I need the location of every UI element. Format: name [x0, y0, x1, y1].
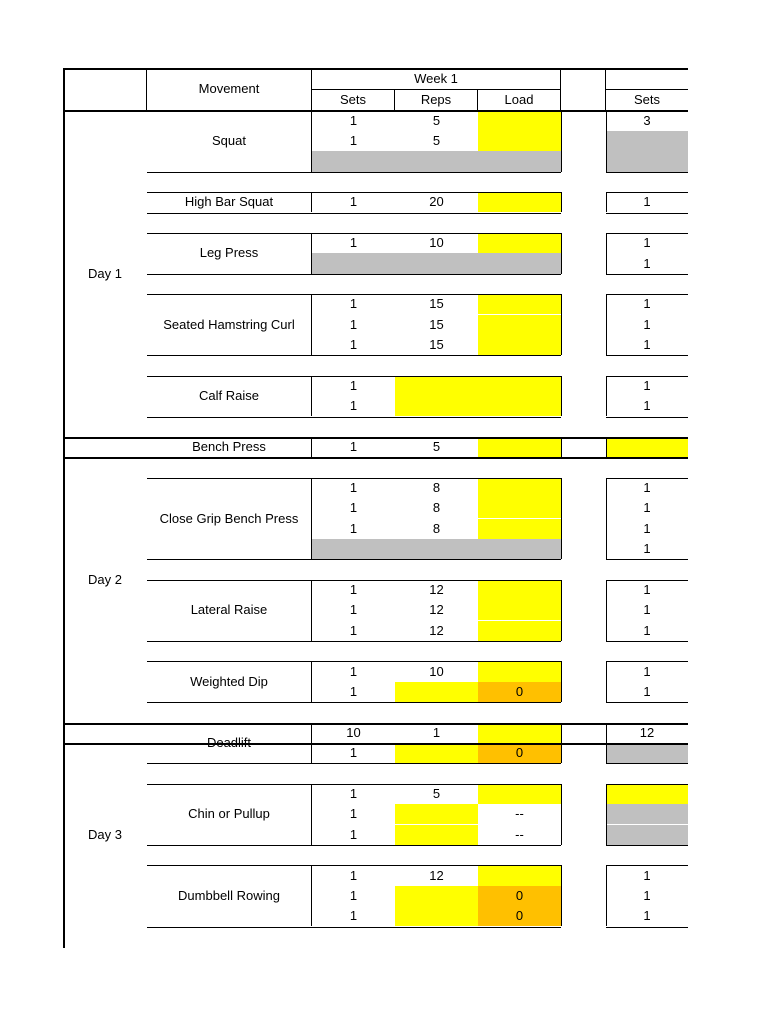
exercise-name: Dumbbell Rowing: [178, 887, 280, 903]
week2-sets-cell: 1: [643, 377, 651, 393]
week2-sets-cell: 1: [643, 520, 651, 536]
load-cell: --: [515, 826, 524, 842]
week2-bottom-border: [606, 417, 688, 418]
week2-left-border: [606, 437, 607, 457]
week1-right-border: [561, 111, 562, 172]
week2-sets-cell: 1: [643, 255, 651, 271]
movement-right-border: [311, 437, 312, 457]
week1-right-border: [561, 478, 562, 560]
sets-cell: 1: [349, 316, 358, 332]
exercise-bottom-border: [147, 763, 561, 764]
week1-right-border: [561, 661, 562, 702]
load-input-cell[interactable]: [478, 621, 561, 641]
exercise-top-border: [147, 376, 561, 377]
week2-sets-cell: 1: [643, 235, 651, 251]
reps-cell: 12: [429, 581, 444, 597]
blank-row: [312, 151, 561, 171]
sets-cell: 1: [349, 683, 358, 699]
week1-right-border: [561, 294, 562, 355]
week2-sets-cell: 1: [643, 398, 651, 414]
week2-top-border: [606, 478, 688, 479]
day-top-border: [63, 457, 688, 459]
sets-cell: 1: [349, 235, 358, 251]
week2-sets-cell: 1: [643, 337, 651, 353]
week2-sets-cell: 1: [643, 581, 651, 597]
week2-left-border: [606, 294, 607, 355]
reps-cell: 5: [432, 785, 441, 801]
week2-bottom-border: [606, 274, 688, 275]
exercise-name: Seated Hamstring Curl: [163, 316, 295, 332]
load-header: Load: [504, 92, 534, 107]
sets-cell: 1: [349, 826, 358, 842]
week2-left-border: [606, 784, 607, 845]
reps-input-cell[interactable]: [395, 804, 478, 824]
reps-cell: 15: [429, 337, 444, 353]
blank-row: [312, 253, 561, 273]
movement-right-border: [311, 478, 312, 560]
exercise-top-border: [147, 478, 561, 479]
week2-fill-cell: [606, 743, 688, 763]
load-input-cell[interactable]: [478, 396, 561, 416]
week1-right-border: [561, 192, 562, 212]
week2-subheader-border: [606, 89, 688, 90]
week2-sets-cell: 1: [643, 479, 651, 495]
week2-top-border: [606, 294, 688, 295]
exercise-name: Squat: [212, 133, 246, 149]
week2-left-border: [606, 376, 607, 417]
sets-cell: 1: [349, 908, 358, 924]
movement-right-border: [311, 192, 312, 212]
reps-input-cell[interactable]: [395, 906, 478, 926]
week2-fill-cell: [606, 151, 688, 171]
week2-sets-cell: 1: [643, 500, 651, 516]
exercise-bottom-border: [147, 213, 561, 214]
reps-cell: 15: [429, 316, 444, 332]
day-label: Day 1: [88, 265, 122, 281]
load-cell: 0: [515, 908, 524, 924]
week2-sets-cell: 1: [643, 296, 651, 312]
exercise-name: Calf Raise: [199, 388, 259, 404]
exercise-bottom-border: [147, 417, 561, 418]
day-top-border: [63, 743, 688, 745]
exercise-top-border: [147, 784, 561, 785]
sets-cell: 1: [349, 663, 358, 679]
reps-cell: 8: [432, 479, 441, 495]
week2-left-border: [606, 580, 607, 641]
load-input-cell[interactable]: [478, 294, 561, 314]
sets-cell: 1: [349, 745, 358, 761]
sets-cell: 1: [349, 133, 358, 149]
exercise-name: Leg Press: [199, 245, 259, 261]
exercise-top-border: [147, 661, 561, 662]
sets-header: Sets: [339, 92, 366, 107]
exercise-top-border: [147, 192, 561, 193]
week2-left-border: [606, 478, 607, 560]
load-cell: 0: [515, 887, 524, 903]
reps-input-cell[interactable]: [395, 743, 478, 763]
week2-sets-cell: 3: [643, 112, 651, 128]
sets-cell: 1: [349, 581, 358, 597]
week2-sets-cell: 1: [643, 887, 651, 903]
sets-cell: 1: [349, 398, 358, 414]
reps-input-cell[interactable]: [395, 682, 478, 702]
exercise-top-border: [147, 294, 561, 295]
movement-right-border: [311, 865, 312, 926]
load-input-cell[interactable]: [478, 865, 561, 885]
reps-load-divider: [477, 89, 478, 110]
sets-cell: 1: [349, 622, 358, 638]
exercise-name: High Bar Squat: [184, 194, 274, 210]
week2-sets-cell: 1: [643, 316, 651, 332]
exercise-name: Close Grip Bench Press: [159, 510, 299, 526]
week1-header: Week 1: [414, 71, 458, 86]
week2-bottom-border: [606, 559, 688, 560]
movement-header-left-border: [146, 68, 147, 110]
movement-right-border: [311, 376, 312, 417]
exercise-bottom-border: [147, 845, 561, 846]
load-input-cell[interactable]: [478, 111, 561, 131]
week2-bottom-border: [606, 845, 688, 846]
movement-right-border: [311, 233, 312, 274]
week2-top-border: [606, 661, 688, 662]
exercise-name: Chin or Pullup: [188, 806, 270, 822]
load-input-cell[interactable]: [478, 600, 561, 620]
week2-sets-cell: 1: [643, 908, 651, 924]
exercise-name: Weighted Dip: [190, 673, 268, 689]
exercise-bottom-border: [147, 172, 561, 173]
reps-input-cell[interactable]: [395, 886, 478, 906]
load-input-cell[interactable]: [478, 519, 561, 539]
load-input-cell[interactable]: [478, 784, 561, 804]
reps-cell: 20: [429, 194, 444, 210]
sets-cell: 1: [349, 296, 358, 312]
load-input-cell[interactable]: [478, 233, 561, 253]
exercise-bottom-border: [147, 355, 561, 356]
week2-top-border: [606, 192, 688, 193]
week2-fill-cell: [606, 825, 688, 845]
week2-bottom-border: [606, 213, 688, 214]
sets-cell: 1: [349, 887, 358, 903]
week2-sets-cell: 1: [643, 663, 651, 679]
week2-sets-cell: 1: [643, 194, 651, 210]
load-input-cell[interactable]: [478, 478, 561, 498]
reps-cell: 12: [429, 602, 444, 618]
reps-cell: 10: [429, 663, 444, 679]
week2-left-border: [606, 661, 607, 702]
top-border: [63, 68, 688, 70]
week2-fill-cell[interactable]: [606, 437, 688, 457]
reps-cell: 5: [432, 112, 441, 128]
week2-sets-cell: 12: [639, 724, 655, 740]
week1-right-border: [561, 437, 562, 457]
week2-top-border: [606, 865, 688, 866]
exercise-bottom-border: [147, 702, 561, 703]
load-input-cell[interactable]: [478, 335, 561, 355]
reps-cell: 5: [432, 133, 441, 149]
week1-subheader-border: [312, 89, 560, 90]
exercise-name: Bench Press: [192, 439, 266, 455]
reps-input-cell[interactable]: [395, 825, 478, 845]
sets-cell: 1: [349, 337, 358, 353]
reps-header: Reps: [420, 92, 452, 107]
load-cell: 0: [515, 683, 524, 699]
load-input-cell[interactable]: [478, 723, 561, 743]
exercise-bottom-border: [147, 274, 561, 275]
reps-cell: 12: [429, 867, 444, 883]
load-cell: 0: [515, 745, 524, 761]
week2-left-border: [606, 865, 607, 926]
exercise-bottom-border: [147, 641, 561, 642]
exercise-top-border: [147, 233, 561, 234]
week2-top-border: [606, 233, 688, 234]
reps-cell: 10: [429, 235, 444, 251]
movement-right-border: [311, 294, 312, 355]
load-input-cell[interactable]: [478, 131, 561, 151]
week2-sets-header: Sets: [633, 92, 660, 107]
sets-cell: 1: [349, 377, 358, 393]
movement-right-border: [311, 784, 312, 845]
load-input-cell[interactable]: [478, 192, 561, 212]
week1-right-border: [561, 784, 562, 845]
week1-header-right-border: [560, 68, 561, 110]
week2-bottom-border: [606, 702, 688, 703]
sets-cell: 1: [349, 439, 358, 455]
week2-sets-cell: 1: [643, 602, 651, 618]
week2-top-border: [606, 580, 688, 581]
left-border: [63, 68, 65, 948]
load-input-cell[interactable]: [478, 580, 561, 600]
load-input-cell[interactable]: [478, 498, 561, 518]
day-bottom-border: [63, 437, 688, 439]
load-cell: --: [515, 806, 524, 822]
week1-right-border: [561, 865, 562, 926]
week2-sets-cell: 1: [643, 541, 651, 557]
week2-bottom-border: [606, 927, 688, 928]
week2-bottom-border: [606, 355, 688, 356]
movement-right-border: [311, 111, 312, 172]
exercise-bottom-border: [147, 927, 561, 928]
load-input-cell[interactable]: [478, 315, 561, 335]
week2-fill-cell: [606, 131, 688, 151]
week2-sets-cell: 1: [643, 867, 651, 883]
header-bottom-border: [63, 110, 688, 112]
sets-cell: 1: [349, 867, 358, 883]
week2-bottom-border: [606, 172, 688, 173]
sets-cell: 1: [349, 479, 358, 495]
sets-cell: 1: [349, 520, 358, 536]
day-label: Day 3: [88, 826, 122, 842]
reps-input-cell[interactable]: [395, 376, 478, 396]
movement-header: Movement: [198, 81, 260, 96]
day-bottom-border: [63, 723, 688, 725]
week2-top-border: [606, 376, 688, 377]
movement-right-border: [311, 661, 312, 702]
week2-left-border: [606, 192, 607, 212]
exercise-top-border: [147, 865, 561, 866]
exercise-top-border: [147, 580, 561, 581]
sets-cell: 10: [346, 724, 361, 740]
week1-right-border: [561, 580, 562, 641]
exercise-name: Lateral Raise: [190, 602, 268, 618]
blank-row: [312, 539, 561, 559]
week2-fill-cell: [606, 804, 688, 824]
week1-right-border: [561, 233, 562, 274]
sets-cell: 1: [349, 785, 358, 801]
day-label: Day 2: [88, 571, 122, 587]
reps-cell: 5: [432, 439, 441, 455]
reps-cell: 8: [432, 500, 441, 516]
load-input-cell[interactable]: [478, 437, 561, 457]
week2-bottom-border: [606, 641, 688, 642]
sets-cell: 1: [349, 112, 358, 128]
reps-cell: 8: [432, 520, 441, 536]
load-input-cell[interactable]: [478, 376, 561, 396]
week2-top-border: [606, 784, 688, 785]
exercise-bottom-border: [147, 559, 561, 560]
reps-cell: 15: [429, 296, 444, 312]
sets-cell: 1: [349, 500, 358, 516]
sets-reps-divider: [394, 89, 395, 110]
week2-bottom-border: [606, 763, 688, 764]
movement-right-border: [311, 580, 312, 641]
week2-left-border: [606, 233, 607, 274]
week2-sets-cell: 1: [643, 622, 651, 638]
week1-right-border: [561, 376, 562, 417]
reps-cell: 1: [432, 724, 441, 740]
week2-left-border: [606, 111, 607, 172]
reps-cell: 12: [429, 622, 444, 638]
week2-fill-cell[interactable]: [606, 784, 688, 804]
reps-input-cell[interactable]: [395, 396, 478, 416]
week2-sets-cell: 1: [643, 683, 651, 699]
sets-cell: 1: [349, 806, 358, 822]
load-input-cell[interactable]: [478, 661, 561, 681]
sets-cell: 1: [349, 602, 358, 618]
sets-cell: 1: [349, 194, 358, 210]
